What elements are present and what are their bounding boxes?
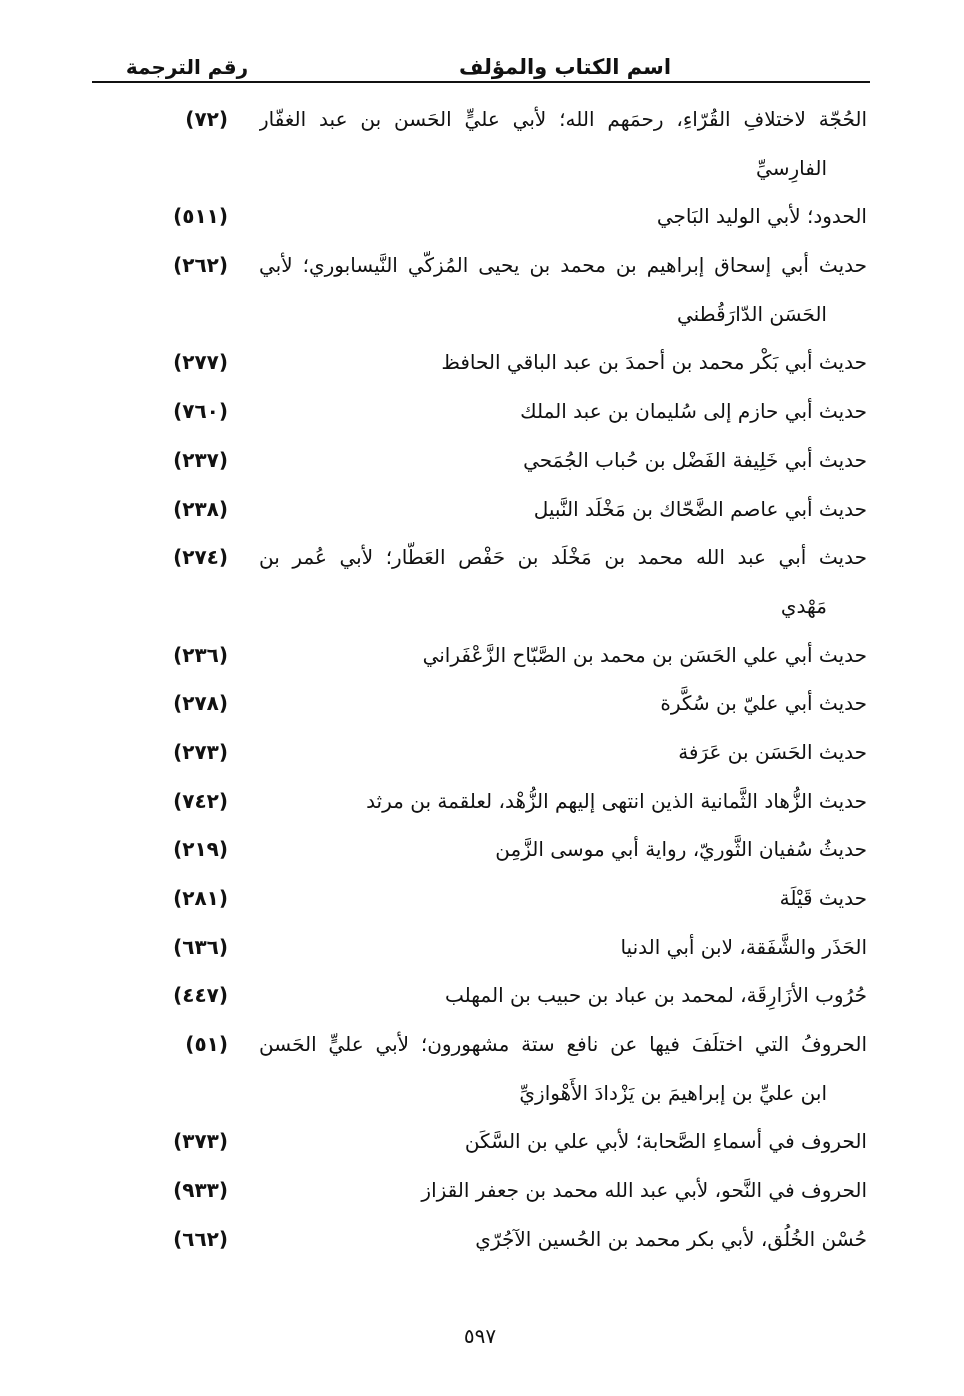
page-number: ٥٩٧ xyxy=(463,1324,497,1348)
entry-title xyxy=(253,436,870,485)
biography-number: (٥١١) xyxy=(173,204,228,229)
biography-number: (٣٧٣) xyxy=(173,1129,228,1154)
index-entry xyxy=(150,95,870,192)
entry-title xyxy=(253,923,870,972)
entry-title xyxy=(253,485,870,534)
index-entry xyxy=(150,241,870,338)
entry-title xyxy=(253,338,870,387)
index-entry xyxy=(150,728,870,777)
entry-title xyxy=(253,533,870,630)
entry-title-line: الحروف في أسماءِ الصَّحابة؛ لأبي علي بن السَّكَن xyxy=(464,1129,867,1154)
column-header-biography-number: رقم الترجمة xyxy=(125,55,249,79)
index-entry xyxy=(150,192,870,241)
entry-title xyxy=(253,192,870,241)
index-entry xyxy=(150,387,870,436)
entry-title xyxy=(253,1117,870,1166)
entry-title-line: حديث أبي حازم إلى سُليمان بن عبد الملك xyxy=(520,399,867,424)
entry-title-line: حديث الحَسَن بن عَرَفة xyxy=(678,739,867,764)
entry-title xyxy=(253,874,870,923)
entry-title xyxy=(253,971,870,1020)
entry-title-line: حديث أبي خَلِيفة الفَضْل بن حُباب الجُمَحي xyxy=(523,447,867,472)
index-entry xyxy=(150,923,870,972)
entry-title-line: حديث الزُّهاد الثَّمانية الذين انتهى إليهم الزُّهْد، لعلقمة بن مرثد xyxy=(366,788,867,813)
biography-number: (٢١٩) xyxy=(173,837,228,862)
biography-number: (٢٣٨) xyxy=(173,496,228,521)
index-entry xyxy=(150,631,870,680)
entry-title-line: حديث أبي عاصم الضَّحّاك بن مَخْلَد النَّبيل xyxy=(533,496,867,521)
entry-title xyxy=(253,777,870,826)
biography-number: (٢٨١) xyxy=(173,886,228,910)
entry-title xyxy=(253,1166,870,1215)
biography-number: (٢٦٢) xyxy=(173,253,228,278)
index-entry xyxy=(150,874,870,923)
biography-number: (٩٣٣) xyxy=(173,1178,228,1203)
biography-number: (٦٦٢) xyxy=(173,1226,228,1251)
index-entry xyxy=(150,533,870,630)
entry-title xyxy=(253,825,870,874)
index-entry xyxy=(150,1020,870,1117)
biography-number: (٧٢) xyxy=(185,107,228,131)
index-entry xyxy=(150,679,870,728)
index-entry xyxy=(150,777,870,826)
entry-title-line: الحدود؛ لأبي الوليد البَاجي xyxy=(656,204,867,229)
entry-title xyxy=(253,241,870,338)
index-entry xyxy=(150,1117,870,1166)
entry-title-continuation: ابن عليِّ بن إبراهيمَ بن يَزْدادَ الأَهْوازيِّ xyxy=(519,1080,827,1105)
entry-title-line: حديث أبي إسحاق إبراهيم بن محمد بن يحيى المُزكّي النَّيسابوري؛ لأبي xyxy=(259,253,867,278)
entry-title-line: الحروفُ التي اختلَفَ فيها عن نافع ستة مشهورون؛ لأبي عليٍّ الحَسن xyxy=(259,1032,867,1057)
biography-number: (٦٣٦) xyxy=(173,934,228,959)
entry-title-line: حديث أبي بَكْر محمد بن أحمدَ بن عبد الباقي الحافظ xyxy=(441,350,867,375)
entry-title-line: الحَذَر والشَّفَقة، لابن أبي الدنيا xyxy=(620,934,867,959)
entry-title-line: الحُجّة لاختلافِ القُرّاءِ، رحمَهم الله؛ لأبي عليٍّ الحَسن بن عبد الغفّار xyxy=(259,107,867,131)
index-list xyxy=(150,95,870,1264)
entry-title-line: الحروف في النَّحو، لأبي عبد الله محمد بن جعفر القزاز xyxy=(421,1178,867,1203)
biography-number: (٢٣٦) xyxy=(173,642,228,667)
index-entry xyxy=(150,971,870,1020)
biography-number: (٥١) xyxy=(185,1032,228,1057)
entry-title xyxy=(253,631,870,680)
biography-number: (٢٧٨) xyxy=(173,691,228,716)
biography-number: (٧٤٢) xyxy=(173,788,228,813)
index-entry xyxy=(150,436,870,485)
entry-title-line: حُسْن الخُلُق، لأبي بكر محمد بن الحُسين الآجُرّي xyxy=(475,1226,867,1251)
entry-title-line: حُرُوب الأزَارِقَة، لمحمد بن عباد بن حبيب بن المهلب xyxy=(444,983,867,1008)
index-entry xyxy=(150,825,870,874)
entry-title xyxy=(253,728,870,777)
entry-title-line: حديث أبي عليّ بن سُكَّرة xyxy=(660,691,867,716)
biography-number: (٧٦٠) xyxy=(173,399,228,424)
index-entry xyxy=(150,1166,870,1215)
header-divider xyxy=(92,81,870,83)
entry-title xyxy=(253,679,870,728)
index-entry xyxy=(150,338,870,387)
index-entry xyxy=(150,485,870,534)
entry-title-line: حديث قَيْلَة xyxy=(779,886,867,910)
biography-number: (٤٤٧) xyxy=(173,983,228,1008)
biography-number: (٢٧٤) xyxy=(173,545,228,570)
biography-number: (٢٧٣) xyxy=(173,739,228,764)
entry-title xyxy=(253,1215,870,1264)
entry-title xyxy=(253,1020,870,1117)
entry-title-line: حديث أبي عبد الله محمد بن مَخْلَد بن حَفْص العَطّار؛ لأبي عُمر بن xyxy=(259,545,867,570)
index-entry xyxy=(150,1215,870,1264)
entry-title-continuation: مَهْدي xyxy=(780,593,827,618)
entry-title xyxy=(253,95,870,192)
entry-title-line: حديثُ سُفيان الثَّوريّ، رواية أبي موسى الزَّمِن xyxy=(495,837,867,862)
entry-title-continuation: الفارِسيِّ xyxy=(756,155,827,180)
entry-title-line: حديث أبي علي الحَسَن بن محمد بن الصَّبّاح الزَّعْفَراني xyxy=(422,642,867,667)
column-header-book-and-author: اسم الكتاب والمؤلف xyxy=(458,55,672,79)
entry-title xyxy=(253,387,870,436)
entry-title-continuation: الحَسَن الدّارَقُطني xyxy=(676,301,827,326)
biography-number: (٢٧٧) xyxy=(173,350,228,375)
biography-number: (٢٣٧) xyxy=(173,447,228,472)
